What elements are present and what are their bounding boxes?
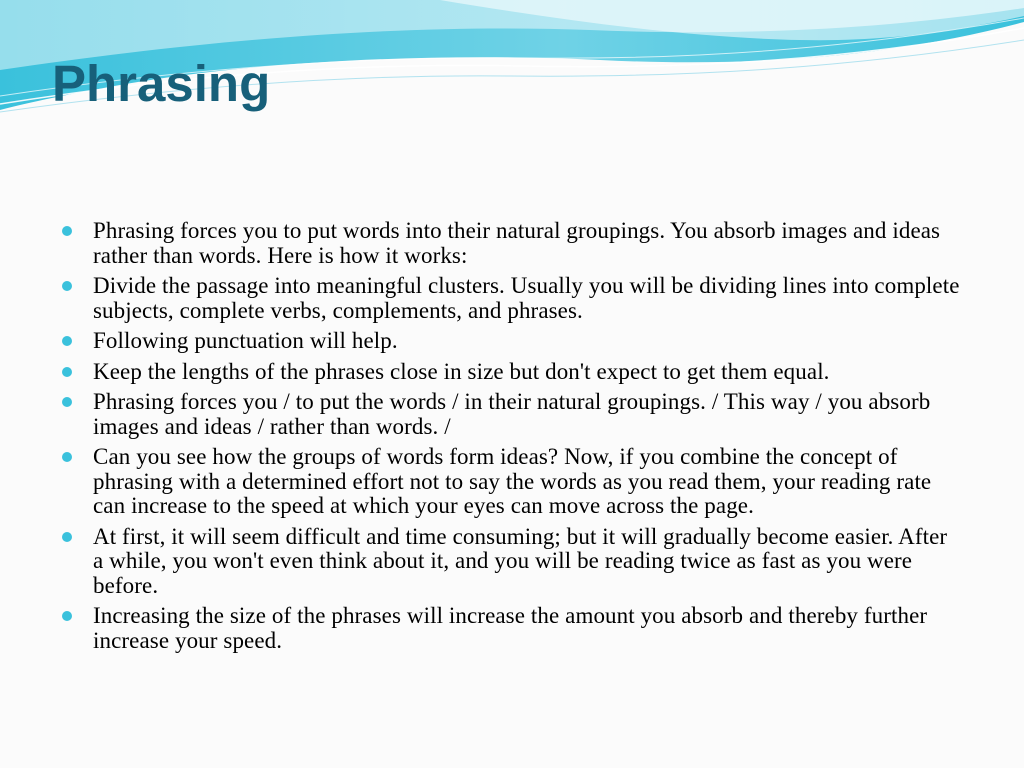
slide-title: Phrasing (52, 55, 271, 112)
bullet-text: Keep the lengths of the phrases close in size but don't expect to get them equal. (93, 358, 830, 384)
bullet-item (62, 525, 962, 599)
bullet-text: Increasing the size of the phrases will increase the amount you absorb and thereby further increase your speed. (93, 603, 928, 653)
bullet-item (62, 274, 962, 323)
circle-bullet-icon (62, 336, 72, 346)
bullet-text: Can you see how the groups of words form ideas? Now, if you combine the concept of phrasing with a determined effort not to say the words as you read them, your reading rate can increase to the speed at which your eyes can move across the page. (93, 444, 932, 518)
circle-bullet-icon (62, 452, 72, 462)
circle-bullet-icon (62, 281, 72, 291)
circle-bullet-icon (62, 226, 72, 236)
bullet-text: Phrasing forces you to put words into their natural groupings. You absorb images and ideas rather than words. Here is how it works: (93, 218, 941, 268)
circle-bullet-icon (62, 397, 72, 407)
bullet-list (62, 219, 962, 659)
bullet-item (62, 219, 962, 268)
bullet-item (62, 390, 962, 439)
bullet-text: Following punctuation will help. (93, 328, 398, 353)
bullet-text: Phrasing forces you / to put the words / in their natural groupings. / This way / you absorb images and ideas / rather than words. / (93, 389, 931, 439)
bullet-item (62, 360, 962, 385)
bullet-item (62, 445, 962, 519)
bullet-text: Divide the passage into meaningful clusters. Usually you will be dividing lines into complete subjects, complete verbs, complements, and phrases. (93, 273, 960, 323)
bullet-item (62, 604, 962, 653)
bullet-item (62, 329, 962, 354)
circle-bullet-icon (62, 367, 72, 377)
bullet-text: At first, it will seem difficult and time consuming; but it will gradually become easier. After a while, you won't even think about it, and you will be reading twice as fast as you were before. (93, 523, 948, 598)
circle-bullet-icon (62, 532, 72, 542)
circle-bullet-icon (62, 611, 72, 621)
